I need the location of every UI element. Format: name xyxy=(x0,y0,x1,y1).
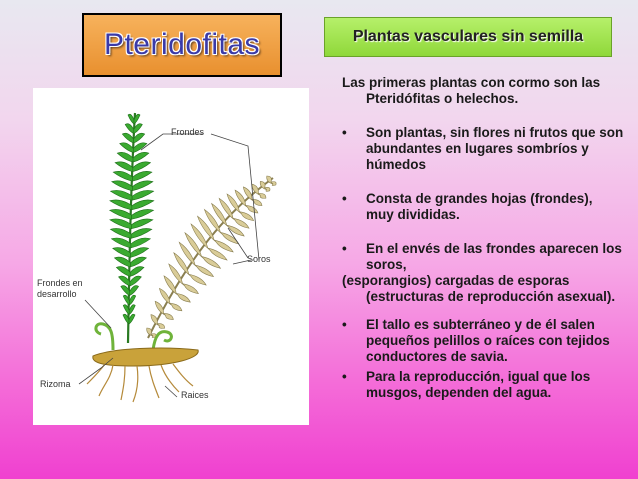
label-rizoma: Rizoma xyxy=(40,379,71,389)
bullet-dot: • xyxy=(342,125,347,140)
tan-leaflet xyxy=(176,293,190,302)
green-leaflet xyxy=(111,238,130,248)
page-title: Pteridofitas xyxy=(103,28,261,61)
green-leaflet xyxy=(110,200,132,210)
green-leaflet xyxy=(133,171,152,181)
bullet-dot: • xyxy=(342,369,347,384)
bullet-dot: • xyxy=(342,191,347,206)
tan-leaflet xyxy=(183,284,199,294)
green-leaflet xyxy=(130,257,146,267)
green-leaflet xyxy=(129,314,135,324)
rhizome xyxy=(93,348,198,366)
bullet-text: Consta de grandes hojas (frondes), muy divididas. xyxy=(366,191,593,222)
green-frond xyxy=(110,113,154,343)
green-leaflet xyxy=(134,133,145,143)
label-raices: Raices xyxy=(181,390,209,400)
tan-leaflet xyxy=(258,193,266,198)
green-leaflet xyxy=(132,190,153,200)
label-frondes-desarrollo: Frondes en desarrollo xyxy=(37,278,83,299)
green-leaflet xyxy=(131,248,149,258)
bullet-item xyxy=(342,317,624,365)
green-leaflet xyxy=(113,248,131,258)
roots xyxy=(87,364,193,402)
bullet-item xyxy=(342,241,624,273)
green-leaflet xyxy=(111,190,132,200)
fern-illustration xyxy=(33,88,309,425)
tan-leaflet xyxy=(157,324,164,329)
label-soros: Soros xyxy=(247,254,271,264)
green-leaflet xyxy=(110,219,132,229)
tan-leaflet xyxy=(202,256,221,268)
green-leaflet xyxy=(117,152,133,162)
green-leaflet xyxy=(133,162,151,172)
bullet-text: Son plantas, sin flores ni frutos que son abundantes en lugares sombríos y húmedos xyxy=(366,125,624,172)
green-leaflet xyxy=(130,286,139,296)
green-leaflet xyxy=(132,181,153,191)
green-leaflet xyxy=(129,295,135,305)
label-frondes: Frondes xyxy=(171,127,205,137)
green-leaflet xyxy=(114,257,130,267)
bullet-item xyxy=(342,369,624,401)
tan-leaflet xyxy=(214,240,233,252)
green-leaflet xyxy=(110,228,131,238)
green-leaflet xyxy=(132,209,154,219)
tan-leaflet xyxy=(189,274,206,285)
tan-leaflet xyxy=(195,265,213,276)
content-column xyxy=(342,75,624,401)
bullet-dot: • xyxy=(342,241,347,256)
intro-text: Las primeras plantas con cormo son las Pteridófitas o helechos. xyxy=(342,75,601,106)
green-leaflet xyxy=(130,276,141,286)
continuation-text: (esporangios) cargadas de esporas (estructuras de reproducción asexual). xyxy=(342,273,616,304)
bullet-dot: • xyxy=(342,317,347,332)
green-leaflet xyxy=(115,162,133,172)
green-leaflet xyxy=(112,181,133,191)
title-box xyxy=(82,13,282,77)
green-leaflet xyxy=(131,219,153,229)
green-leaflet xyxy=(128,114,134,124)
green-leaflet xyxy=(125,124,134,134)
green-leaflet xyxy=(130,267,144,277)
tan-leaflet xyxy=(239,212,253,221)
tan-leaflet xyxy=(233,218,249,228)
green-leaflet xyxy=(131,228,152,238)
tan-leaflet xyxy=(208,248,227,260)
green-leaflet xyxy=(131,238,150,248)
green-leaflet xyxy=(129,305,135,315)
green-leaflet xyxy=(116,267,130,277)
subtitle-box xyxy=(324,17,612,57)
green-leaflet xyxy=(133,152,149,162)
bullet-item xyxy=(342,191,624,223)
tan-leaflet xyxy=(164,313,174,319)
bullet-item xyxy=(342,125,624,173)
tan-leaflet xyxy=(170,303,182,310)
page-subtitle: Plantas vasculares sin semilla xyxy=(352,28,584,45)
bullet-text: Para la reproducción, igual que los musgos, dependen del agua. xyxy=(366,369,591,400)
bullet-text: El tallo es subterráneo y de él salen pequeños pelillos o raíces con tejidos conductores de savia. xyxy=(366,317,610,364)
bullet-text: En el envés de las frondes aparecen los soros, xyxy=(366,241,622,272)
green-leaflet xyxy=(120,143,134,153)
green-leaflet xyxy=(113,171,132,181)
green-leaflet xyxy=(122,133,133,143)
green-leaflet xyxy=(132,200,154,210)
tan-leaflet xyxy=(246,205,258,213)
tan-leaflet xyxy=(220,232,238,243)
green-leaflet xyxy=(110,209,132,219)
